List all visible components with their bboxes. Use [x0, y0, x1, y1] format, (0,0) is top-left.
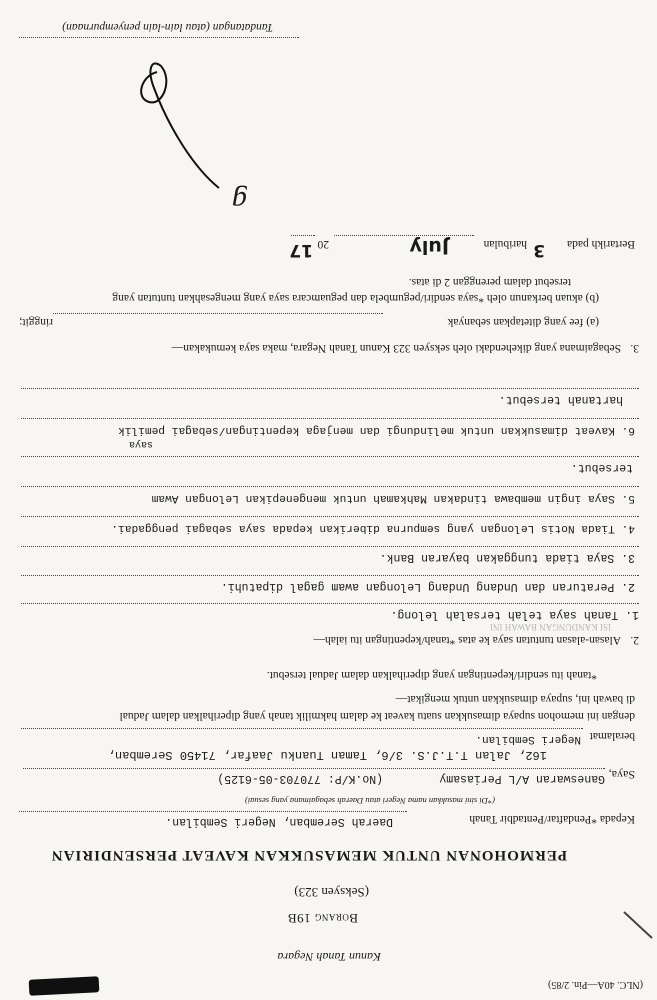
- applicant-name: Ganeswaran A/L Periasamy: [439, 772, 605, 785]
- beralamat-label: beralamat: [589, 730, 635, 742]
- section3-b-line2: tersebut dalam perenggan 2 di atas.: [408, 276, 571, 288]
- section3-a-end: ringgit;: [19, 316, 53, 328]
- date-day: 3: [533, 240, 545, 260]
- ground-5: 5. Saya ingin membawa tindakan Mahkamah untuk mengenepikan Lelongan Awam: [151, 492, 635, 504]
- ground-1: 1. Tanah saya telah tersalah lelong.: [390, 608, 639, 621]
- scan-artifact: [618, 908, 657, 944]
- ground-6: 6. Kaveat dimasukkan untuk melindungi dan menjaga kepentingan/sebagai pemilik: [118, 424, 635, 436]
- date-month: July: [409, 236, 449, 258]
- ground-4: 4. Tiada Notis Lelongan yang sempurna diberikan kepada saya sebagai penggadai.: [111, 522, 635, 534]
- date-year: 17: [289, 240, 313, 260]
- section3-line1: Sebagaimana yang dikehendaki oleh seksyen 323 Kanun Tanah Negara, maka saya kemukakan—: [171, 342, 621, 354]
- ground-5-cont: tersebut.: [570, 461, 633, 474]
- ground-6-insert: saya: [128, 438, 153, 449]
- applicant-ic: (No.K/P: 770703-05-6125): [217, 772, 383, 785]
- section3-number: 3.: [630, 342, 639, 354]
- section2-number: 2.: [630, 634, 639, 646]
- ground-3: 3. Saya tiada tunggakan bayaran Bank.: [379, 551, 635, 564]
- borang-number: Borang 19B: [287, 911, 358, 926]
- addressee-value: Daerah Seremban, Negeri Sembilan.: [165, 815, 393, 828]
- para1-line1: dengan ini memohon supaya dimasukkan suatu kaveat ke dalam hakmilik tanah yang diperihalkan dalam Jadual: [119, 710, 635, 722]
- ground-2: 2. Peraturan dan Undang Undang Lelongan awam gagal dipatuhi.: [220, 580, 635, 593]
- signature-mark: g: [232, 185, 247, 218]
- para1-line3: *tanah itu sendiri/kepentingan yang diperihalkan dalam Jadual tersebut.: [266, 669, 597, 681]
- applicant-address-line2: Negeri Sembilan.: [475, 733, 581, 745]
- redaction-blot: [29, 976, 100, 996]
- date-day-label: haribulan: [483, 238, 527, 250]
- seksyen-number: (Seksyen 323): [294, 885, 369, 900]
- form-sheet: [19, 12, 643, 990]
- form-reference: (NLC. 40A—Pin. 2/85): [548, 979, 643, 990]
- form-title: PERMOHONAN UNTUK MEMASUKKAN KAVEAT PERSENDIRIAN: [50, 847, 567, 863]
- saya-label: Saya,: [608, 768, 635, 782]
- para1-line2: di bawah ini, supaya dimasukkan untuk mengikat—: [395, 693, 635, 705]
- section3-b-line1: (b) akuan berkanun oleh *saya sendiri/pegumbela dan peguamcara saya yang mengesahkan tuntutan yang: [112, 292, 599, 304]
- addressee-label: Kepada *Pendaftar/Pentadbir Tanah: [469, 813, 635, 825]
- applicant-address-line1: 162, Jalan T.T.J.S. 3/6, Taman Tuanku Jaafar, 71450 Seremban,: [107, 748, 547, 762]
- date-label: Bertarikh pada: [566, 238, 635, 250]
- ground-6-cont: hartanah tersebut.: [498, 393, 623, 406]
- date-year-prefix: 20: [317, 238, 329, 250]
- signature-scribble: [119, 48, 239, 198]
- act-name: Kanun Tanah Negara: [277, 950, 381, 964]
- signature-caption: Tandatangan (atau lain-lain penyempurnaan): [62, 21, 273, 33]
- faint-stamp-text: ISI KANDUNGAN BAWAH INI: [489, 622, 611, 632]
- addressee-note: (*Di sini masukkan nama Negeri atau Daerah sebagaimana yang sesuai): [244, 796, 495, 806]
- section2-label: Alasan-alasan tuntutan saya ke atas *tanah/kepentingan itu ialah—: [313, 634, 621, 646]
- section3-a: (a) fee yang ditetapkan sebanyak: [447, 316, 599, 328]
